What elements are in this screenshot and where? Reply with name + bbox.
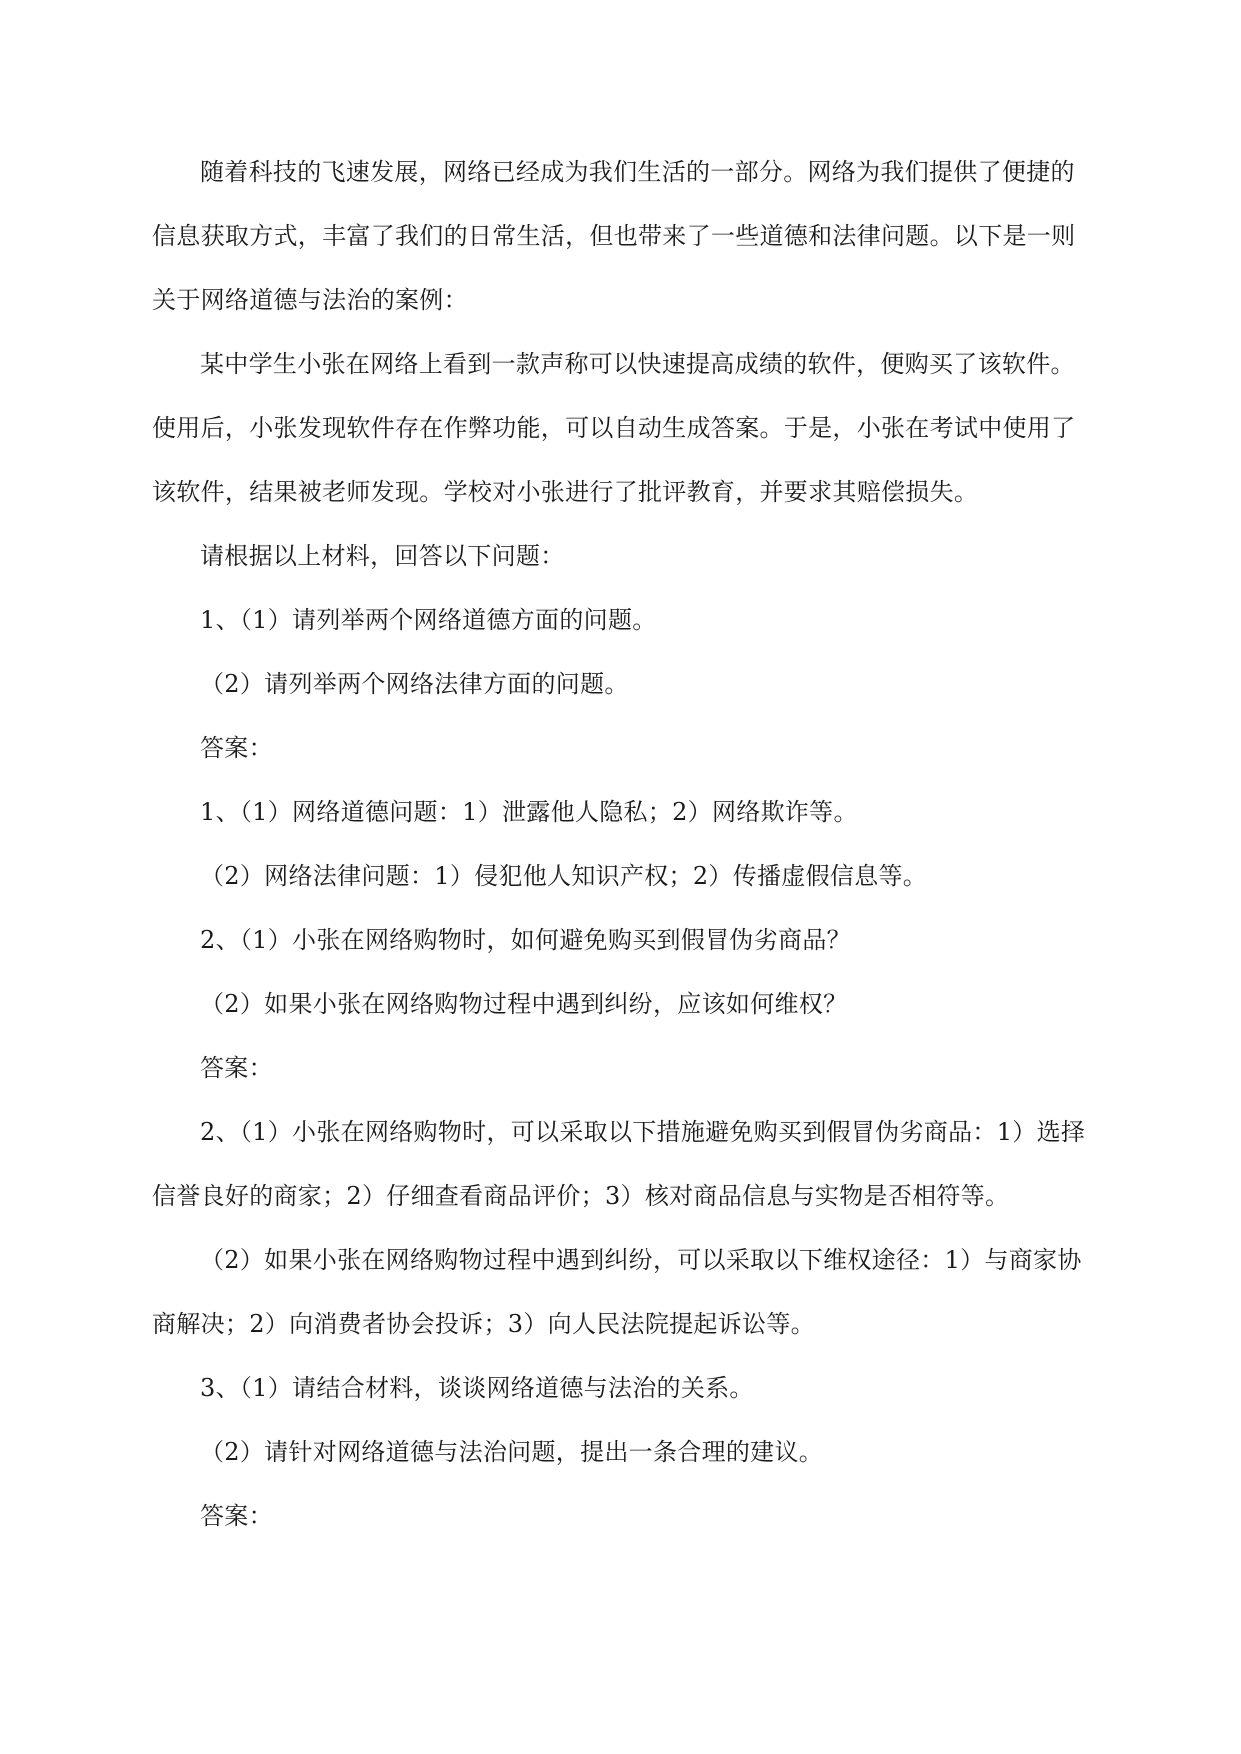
answer-2-label: 答案： xyxy=(200,1054,273,1082)
answer-3-label: 答案： xyxy=(200,1502,273,1530)
question-prompt: 请根据以上材料，回答以下问题： xyxy=(200,542,565,570)
question-3-part-1: 3、（1）请结合材料，谈谈网络道德与法治的关系。 xyxy=(200,1374,754,1402)
answer-1-label: 答案： xyxy=(200,734,273,762)
answer-2-part-1: 2、（1）小张在网络购物时，可以采取以下措施避免购买到假冒伪劣商品：1）选择信誉良好的商家；2）仔细查看商品评价；3）核对商品信息与实物是否相符等。 xyxy=(152,1118,1086,1210)
intro-paragraph: 随着科技的飞速发展，网络已经成为我们生活的一部分。网络为我们提供了便捷的信息获取方式，丰富了我们的日常生活，但也带来了一些道德和法律问题。以下是一则关于网络道德与法治的案例： xyxy=(152,158,1076,314)
question-1-part-2: （2）请列举两个网络法律方面的问题。 xyxy=(200,670,629,698)
answer-2-part-2: （2）如果小张在网络购物过程中遇到纠纷，可以采取以下维权途径：1）与商家协商解决；2）向消费者协会投诉；3）向人民法院提起诉讼等。 xyxy=(152,1246,1082,1338)
answer-1-part-2: （2）网络法律问题：1）侵犯他人知识产权；2）传播虚假信息等。 xyxy=(200,862,928,890)
question-3-part-2: （2）请针对网络道德与法治问题，提出一条合理的建议。 xyxy=(200,1438,824,1466)
question-2-part-1: 2、（1）小张在网络购物时，如何避免购买到假冒伪劣商品？ xyxy=(200,926,851,954)
document-body xyxy=(152,140,1088,1548)
question-2-part-2: （2）如果小张在网络购物过程中遇到纠纷，应该如何维权？ xyxy=(200,990,848,1018)
question-1-part-1: 1、（1）请列举两个网络道德方面的问题。 xyxy=(200,606,657,634)
answer-1-part-1: 1、（1）网络道德问题：1）泄露他人隐私；2）网络欺诈等。 xyxy=(200,798,858,826)
case-paragraph: 某中学生小张在网络上看到一款声称可以快速提高成绩的软件，便购买了该软件。使用后，小张发现软件存在作弊功能，可以自动生成答案。于是，小张在考试中使用了该软件，结果被老师发现。学校对小张进行了批评教育，并要求其赔偿损失。 xyxy=(152,350,1076,506)
